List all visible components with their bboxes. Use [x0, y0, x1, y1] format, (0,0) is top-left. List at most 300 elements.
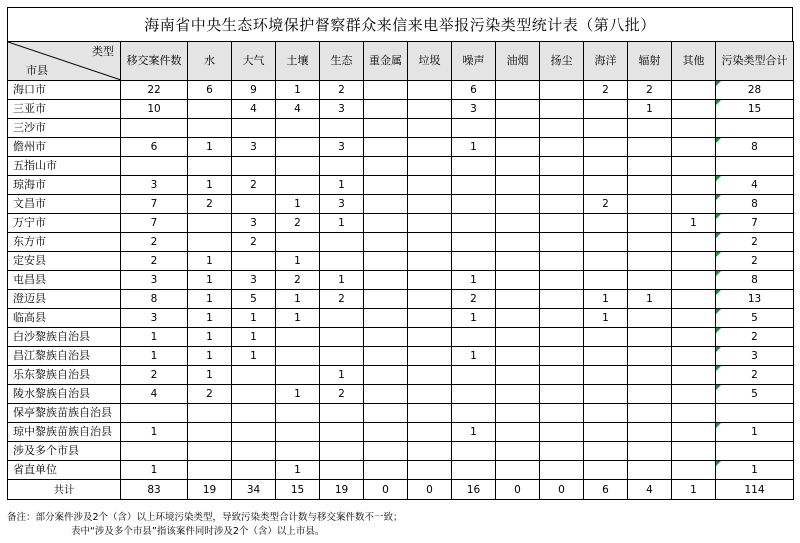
count-cell	[232, 157, 276, 176]
count-cell	[540, 195, 584, 214]
count-cell	[496, 176, 540, 195]
count-cell	[188, 404, 232, 423]
count-cell	[276, 328, 320, 347]
count-cell	[452, 252, 496, 271]
count-cell: 3	[121, 176, 188, 195]
pollution-total-cell	[716, 366, 794, 385]
count-cell	[232, 366, 276, 385]
count-cell	[672, 81, 716, 100]
count-cell	[628, 328, 672, 347]
count-cell: 1	[188, 176, 232, 195]
count-cell: 3	[121, 271, 188, 290]
pollution-total-value: 4	[751, 179, 758, 191]
count-cell: 9	[232, 81, 276, 100]
count-cell	[540, 233, 584, 252]
region-name: 文昌市	[8, 195, 121, 214]
count-cell	[584, 366, 628, 385]
count-cell: 16	[452, 480, 496, 500]
count-cell: 1	[276, 195, 320, 214]
count-cell	[188, 214, 232, 233]
column-header: 生态	[320, 42, 364, 81]
count-cell	[232, 195, 276, 214]
count-cell: 2	[232, 233, 276, 252]
formula-marker-icon	[716, 233, 721, 238]
count-cell: 22	[121, 81, 188, 100]
count-cell	[628, 119, 672, 138]
footnote-line-2: 表中“涉及多个市县”指该案件同时涉及2个（含）以上市县。	[71, 526, 325, 537]
count-cell	[188, 423, 232, 442]
count-cell: 4	[628, 480, 672, 500]
region-name: 五指山市	[8, 157, 121, 176]
pollution-total-cell	[716, 233, 794, 252]
count-cell	[276, 119, 320, 138]
count-cell	[320, 461, 364, 480]
corner-label-type: 类型	[92, 45, 114, 58]
table-row	[8, 214, 794, 233]
column-header: 油烟	[496, 42, 540, 81]
count-cell	[408, 176, 452, 195]
region-name: 琼海市	[8, 176, 121, 195]
pollution-total-cell: 114	[716, 480, 794, 500]
count-cell: 1	[452, 138, 496, 157]
count-cell: 1	[276, 309, 320, 328]
count-cell	[628, 157, 672, 176]
table-row	[8, 176, 794, 195]
count-cell	[672, 290, 716, 309]
count-cell	[364, 119, 408, 138]
count-cell: 1	[188, 366, 232, 385]
count-cell	[232, 385, 276, 404]
count-cell	[496, 442, 540, 461]
count-cell	[628, 423, 672, 442]
region-name: 东方市	[8, 233, 121, 252]
count-cell	[672, 404, 716, 423]
count-cell	[364, 328, 408, 347]
count-cell: 1	[584, 309, 628, 328]
region-name: 昌江黎族自治县	[8, 347, 121, 366]
footnote-line-1: 备注：部分案件涉及2个（含）以上环境污染类型，导致污染类型合计数与移交案件数不一致；	[7, 512, 403, 523]
count-cell	[540, 309, 584, 328]
pollution-total-value: 2	[751, 369, 758, 381]
region-name: 万宁市	[8, 214, 121, 233]
count-cell	[496, 461, 540, 480]
count-cell: 2	[320, 385, 364, 404]
region-name: 涉及多个市县	[8, 442, 121, 461]
count-cell	[496, 157, 540, 176]
table-row	[8, 309, 794, 328]
count-cell	[452, 119, 496, 138]
table-row	[8, 81, 794, 100]
count-cell	[364, 233, 408, 252]
count-cell	[408, 119, 452, 138]
count-cell	[496, 309, 540, 328]
count-cell: 1	[320, 366, 364, 385]
total-label: 共计	[8, 480, 121, 500]
table-row	[8, 138, 794, 157]
region-name: 保亭黎族苗族自治县	[8, 404, 121, 423]
formula-marker-icon	[716, 366, 721, 371]
count-cell	[584, 328, 628, 347]
count-cell	[584, 233, 628, 252]
count-cell	[364, 100, 408, 119]
count-cell	[408, 214, 452, 233]
count-cell	[672, 195, 716, 214]
count-cell	[188, 233, 232, 252]
count-cell: 3	[320, 100, 364, 119]
table-row	[8, 404, 794, 423]
footnote	[7, 511, 403, 539]
count-cell	[672, 119, 716, 138]
count-cell	[408, 423, 452, 442]
count-cell: 2	[232, 176, 276, 195]
count-cell: 1	[188, 309, 232, 328]
count-cell	[320, 233, 364, 252]
count-cell	[672, 138, 716, 157]
count-cell: 19	[320, 480, 364, 500]
column-header: 辐射	[628, 42, 672, 81]
count-cell	[276, 347, 320, 366]
table-row	[8, 252, 794, 271]
table-title: 海南省中央生态环境保护督察群众来信来电举报污染类型统计表（第八批）	[7, 7, 793, 41]
count-cell: 1	[188, 290, 232, 309]
formula-marker-icon	[716, 100, 721, 105]
count-cell: 4	[276, 100, 320, 119]
pollution-total-cell	[716, 461, 794, 480]
formula-marker-icon	[716, 385, 721, 390]
count-cell: 10	[121, 100, 188, 119]
column-header: 噪声	[452, 42, 496, 81]
count-cell	[452, 214, 496, 233]
count-cell	[584, 157, 628, 176]
count-cell: 1	[188, 138, 232, 157]
column-header: 重金属	[364, 42, 408, 81]
count-cell	[408, 100, 452, 119]
count-cell	[540, 100, 584, 119]
count-cell	[672, 271, 716, 290]
count-cell	[408, 81, 452, 100]
count-cell: 2	[628, 81, 672, 100]
count-cell	[320, 423, 364, 442]
pollution-total-cell	[716, 423, 794, 442]
count-cell	[672, 461, 716, 480]
region-name: 陵水黎族自治县	[8, 385, 121, 404]
count-cell	[540, 290, 584, 309]
pollution-total-value: 7	[751, 217, 758, 229]
count-cell: 6	[584, 480, 628, 500]
count-cell: 1	[628, 100, 672, 119]
pollution-total-cell	[716, 404, 794, 423]
count-cell	[188, 442, 232, 461]
count-cell	[628, 195, 672, 214]
count-cell	[320, 252, 364, 271]
count-cell	[320, 442, 364, 461]
count-cell	[540, 138, 584, 157]
column-header: 大气	[232, 42, 276, 81]
pollution-total-value: 8	[751, 274, 758, 286]
pollution-total-cell	[716, 214, 794, 233]
count-cell	[496, 119, 540, 138]
count-cell	[584, 119, 628, 138]
count-cell	[628, 347, 672, 366]
count-cell: 3	[232, 214, 276, 233]
count-cell	[496, 290, 540, 309]
formula-marker-icon	[716, 290, 721, 295]
count-cell	[540, 442, 584, 461]
count-cell	[364, 366, 408, 385]
region-name: 澄迈县	[8, 290, 121, 309]
count-cell	[364, 461, 408, 480]
count-cell: 1	[672, 214, 716, 233]
header-row	[8, 42, 794, 81]
count-cell: 34	[232, 480, 276, 500]
count-cell	[584, 404, 628, 423]
table-row	[8, 328, 794, 347]
count-cell: 1	[452, 423, 496, 442]
count-cell	[584, 138, 628, 157]
count-cell: 0	[540, 480, 584, 500]
count-cell	[628, 366, 672, 385]
count-cell: 2	[276, 271, 320, 290]
count-cell	[452, 157, 496, 176]
count-cell	[672, 347, 716, 366]
region-name: 儋州市	[8, 138, 121, 157]
count-cell	[672, 328, 716, 347]
pollution-total-value: 8	[751, 198, 758, 210]
count-cell: 2	[584, 195, 628, 214]
count-cell: 1	[276, 252, 320, 271]
count-cell	[408, 252, 452, 271]
count-cell	[364, 81, 408, 100]
count-cell	[496, 252, 540, 271]
formula-marker-icon	[716, 252, 721, 257]
count-cell: 1	[276, 461, 320, 480]
count-cell: 1	[276, 81, 320, 100]
count-cell	[408, 233, 452, 252]
region-name: 临高县	[8, 309, 121, 328]
column-header: 扬尘	[540, 42, 584, 81]
count-cell	[496, 81, 540, 100]
count-cell: 1	[452, 309, 496, 328]
count-cell: 1	[320, 271, 364, 290]
pollution-total-value: 13	[747, 293, 762, 305]
pollution-total-cell	[716, 290, 794, 309]
count-cell: 3	[121, 309, 188, 328]
count-cell	[364, 385, 408, 404]
count-cell	[672, 385, 716, 404]
region-name: 三亚市	[8, 100, 121, 119]
count-cell: 1	[276, 290, 320, 309]
count-cell	[232, 423, 276, 442]
formula-marker-icon	[716, 195, 721, 200]
count-cell	[188, 100, 232, 119]
pollution-total-cell	[716, 176, 794, 195]
pollution-total-cell	[716, 309, 794, 328]
count-cell	[276, 442, 320, 461]
count-cell: 2	[188, 385, 232, 404]
count-cell: 4	[121, 385, 188, 404]
count-cell	[320, 328, 364, 347]
count-cell	[232, 461, 276, 480]
count-cell: 6	[121, 138, 188, 157]
region-name: 海口市	[8, 81, 121, 100]
count-cell	[320, 347, 364, 366]
count-cell: 2	[121, 252, 188, 271]
count-cell	[628, 385, 672, 404]
count-cell	[408, 328, 452, 347]
formula-marker-icon	[716, 347, 721, 352]
count-cell: 0	[496, 480, 540, 500]
table-row	[8, 347, 794, 366]
total-row	[8, 480, 794, 500]
column-header: 水	[188, 42, 232, 81]
count-cell: 3	[320, 138, 364, 157]
count-cell: 2	[276, 214, 320, 233]
pollution-total-cell	[716, 347, 794, 366]
count-cell	[540, 176, 584, 195]
count-cell	[496, 404, 540, 423]
pollution-total-value: 1	[751, 426, 758, 438]
count-cell	[540, 214, 584, 233]
count-cell	[452, 385, 496, 404]
count-cell	[628, 404, 672, 423]
pollution-total-cell	[716, 157, 794, 176]
count-cell	[408, 347, 452, 366]
count-cell	[540, 119, 584, 138]
count-cell	[276, 233, 320, 252]
region-name: 白沙黎族自治县	[8, 328, 121, 347]
table-row	[8, 271, 794, 290]
region-name: 三沙市	[8, 119, 121, 138]
count-cell	[540, 157, 584, 176]
count-cell	[276, 404, 320, 423]
pollution-total-value: 5	[751, 312, 758, 324]
count-cell	[276, 423, 320, 442]
count-cell: 0	[408, 480, 452, 500]
count-cell	[584, 214, 628, 233]
count-cell	[320, 404, 364, 423]
count-cell	[672, 233, 716, 252]
formula-marker-icon	[716, 214, 721, 219]
column-header: 土壤	[276, 42, 320, 81]
pollution-total-cell	[716, 271, 794, 290]
count-cell: 2	[584, 81, 628, 100]
count-cell	[628, 214, 672, 233]
count-cell	[364, 423, 408, 442]
region-name: 省直单位	[8, 461, 121, 480]
table-row	[8, 157, 794, 176]
count-cell	[628, 461, 672, 480]
header-corner-cell	[8, 42, 121, 81]
count-cell	[672, 157, 716, 176]
count-cell: 7	[121, 195, 188, 214]
count-cell	[188, 461, 232, 480]
count-cell	[364, 442, 408, 461]
count-cell	[364, 309, 408, 328]
formula-marker-icon	[716, 176, 721, 181]
count-cell	[452, 233, 496, 252]
count-cell: 1	[672, 480, 716, 500]
count-cell: 1	[452, 347, 496, 366]
count-cell: 0	[364, 480, 408, 500]
count-cell	[364, 252, 408, 271]
formula-marker-icon	[716, 328, 721, 333]
count-cell	[232, 252, 276, 271]
count-cell	[276, 157, 320, 176]
statistics-sheet	[7, 7, 793, 537]
count-cell	[628, 252, 672, 271]
count-cell	[452, 366, 496, 385]
formula-marker-icon	[716, 461, 721, 466]
pollution-total-cell	[716, 195, 794, 214]
count-cell	[320, 119, 364, 138]
pollution-total-value: 28	[747, 84, 762, 96]
count-cell	[276, 138, 320, 157]
count-cell	[584, 423, 628, 442]
count-cell	[452, 461, 496, 480]
pollution-total-cell	[716, 100, 794, 119]
count-cell	[540, 252, 584, 271]
count-cell: 1	[232, 309, 276, 328]
count-cell	[584, 461, 628, 480]
count-cell: 3	[452, 100, 496, 119]
corner-label-city: 市县	[26, 64, 48, 77]
table-row	[8, 119, 794, 138]
count-cell: 2	[320, 81, 364, 100]
count-cell: 1	[188, 328, 232, 347]
count-cell	[364, 176, 408, 195]
table-row	[8, 461, 794, 480]
count-cell	[408, 157, 452, 176]
count-cell	[540, 271, 584, 290]
count-cell	[408, 404, 452, 423]
table-row	[8, 385, 794, 404]
count-cell: 1	[276, 385, 320, 404]
count-cell	[584, 271, 628, 290]
count-cell	[540, 347, 584, 366]
count-cell	[672, 100, 716, 119]
count-cell: 1	[320, 176, 364, 195]
count-cell	[628, 176, 672, 195]
region-name: 乐东黎族自治县	[8, 366, 121, 385]
count-cell	[496, 385, 540, 404]
table-row	[8, 366, 794, 385]
pollution-total-cell	[716, 328, 794, 347]
count-cell	[496, 347, 540, 366]
count-cell	[408, 385, 452, 404]
count-cell	[672, 442, 716, 461]
count-cell	[672, 366, 716, 385]
count-cell	[540, 366, 584, 385]
count-cell	[121, 157, 188, 176]
table-row	[8, 442, 794, 461]
count-cell	[121, 119, 188, 138]
count-cell	[364, 195, 408, 214]
count-cell	[364, 290, 408, 309]
count-cell	[276, 366, 320, 385]
count-cell: 3	[320, 195, 364, 214]
count-cell	[672, 252, 716, 271]
count-cell	[672, 176, 716, 195]
count-cell	[628, 138, 672, 157]
count-cell	[408, 366, 452, 385]
count-cell	[121, 442, 188, 461]
count-cell: 1	[121, 347, 188, 366]
count-cell	[496, 214, 540, 233]
formula-marker-icon	[716, 138, 721, 143]
count-cell	[364, 271, 408, 290]
count-cell	[584, 252, 628, 271]
count-cell	[452, 404, 496, 423]
